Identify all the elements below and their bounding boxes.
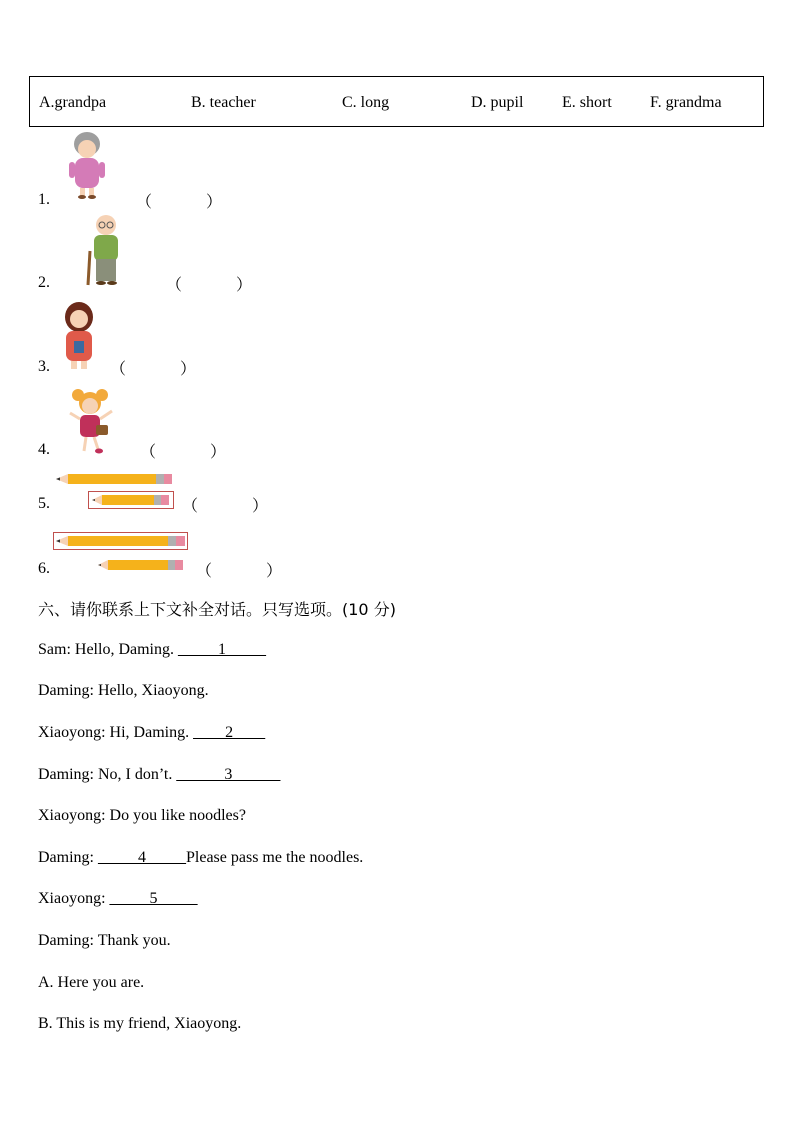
- paren-open: （: [182, 498, 199, 515]
- paren-open: （: [196, 563, 213, 580]
- option-c: C. long: [342, 94, 390, 111]
- short-pencil-icon: [92, 494, 170, 506]
- paren-close: ）: [210, 444, 227, 461]
- paren-open: （: [110, 361, 127, 378]
- dialogue-text: Do you like noodles?: [109, 807, 246, 824]
- paren-close: ）: [252, 498, 269, 515]
- section-title: 六、请你联系上下文补全对话。只写选项。(10 分): [38, 600, 396, 619]
- question-1-answer-blank[interactable]: [136, 189, 222, 212]
- paren-open: （: [166, 277, 183, 294]
- paren-close: ）: [180, 361, 197, 378]
- question-1-number: 1.: [38, 191, 50, 208]
- dialogue-line: [38, 849, 363, 867]
- option-f: F. grandma: [650, 94, 722, 111]
- question-2-number: 2.: [38, 274, 50, 291]
- options-box: [29, 76, 764, 127]
- question-4-number: 4.: [38, 441, 50, 458]
- dialogue-blank-1[interactable]: _____1_____: [177, 641, 266, 658]
- speaker: Sam:: [38, 641, 71, 658]
- speaker: Daming:: [38, 849, 94, 866]
- dialogue-text: Hi, Daming.: [109, 724, 190, 741]
- reference-pencil-icon: [56, 473, 174, 485]
- dialogue-text: Thank you.: [97, 932, 171, 949]
- dialogue-line: [38, 807, 246, 825]
- teacher-icon: [60, 301, 98, 373]
- paren-open: （: [136, 194, 153, 211]
- comparison-pencil-icon: [98, 559, 184, 571]
- option-a: A.grandpa: [39, 94, 107, 111]
- dialogue-blank-5[interactable]: _____5_____: [109, 890, 198, 907]
- dialogue-line: [38, 890, 198, 908]
- grandpa-icon: [84, 213, 128, 287]
- dialogue-text: No, I don’t.: [98, 766, 173, 783]
- question-4-answer-blank[interactable]: [140, 439, 226, 462]
- option-d: D. pupil: [471, 94, 524, 111]
- grandma-icon: [64, 130, 110, 200]
- dialogue-blank-3[interactable]: ______3______: [176, 766, 281, 783]
- question-6-answer-blank[interactable]: [196, 558, 282, 581]
- paren-open: （: [140, 444, 157, 461]
- dialogue-line: [38, 724, 265, 742]
- dialogue-blank-4[interactable]: _____4_____: [98, 849, 186, 866]
- speaker: Daming:: [38, 932, 94, 949]
- long-pencil-icon: [56, 535, 186, 547]
- paren-close: ）: [266, 563, 283, 580]
- speaker: Xiaoyong:: [38, 890, 106, 907]
- paren-close: ）: [206, 194, 223, 211]
- speaker: Daming:: [38, 682, 94, 699]
- dialogue-text: Please pass me the noodles.: [186, 849, 364, 866]
- speaker: Daming:: [38, 766, 94, 783]
- dialogue-text: Hello, Daming.: [74, 641, 174, 658]
- question-2-answer-blank[interactable]: [166, 272, 252, 295]
- question-5-number: 5.: [38, 495, 50, 512]
- question-3-answer-blank[interactable]: [110, 356, 196, 379]
- speaker: Xiaoyong:: [38, 807, 106, 824]
- option-b: B. teacher: [191, 94, 256, 111]
- dialogue-text: Hello, Xiaoyong.: [98, 682, 209, 699]
- pupil-icon: [66, 385, 116, 457]
- answer-option-b: B. This is my friend, Xiaoyong.: [38, 1015, 242, 1032]
- speaker: Xiaoyong:: [38, 724, 106, 741]
- dialogue-line: [38, 766, 280, 784]
- question-3-number: 3.: [38, 358, 50, 375]
- option-e: E. short: [562, 94, 612, 111]
- answer-option-a: A. Here you are.: [38, 974, 145, 991]
- paren-close: ）: [236, 277, 253, 294]
- dialogue-line: [38, 682, 209, 700]
- question-5-answer-blank[interactable]: [182, 493, 268, 516]
- dialogue-line: [38, 932, 171, 950]
- dialogue-line: [38, 641, 266, 659]
- question-6-number: 6.: [38, 560, 50, 577]
- dialogue-blank-2[interactable]: ____2____: [193, 724, 266, 741]
